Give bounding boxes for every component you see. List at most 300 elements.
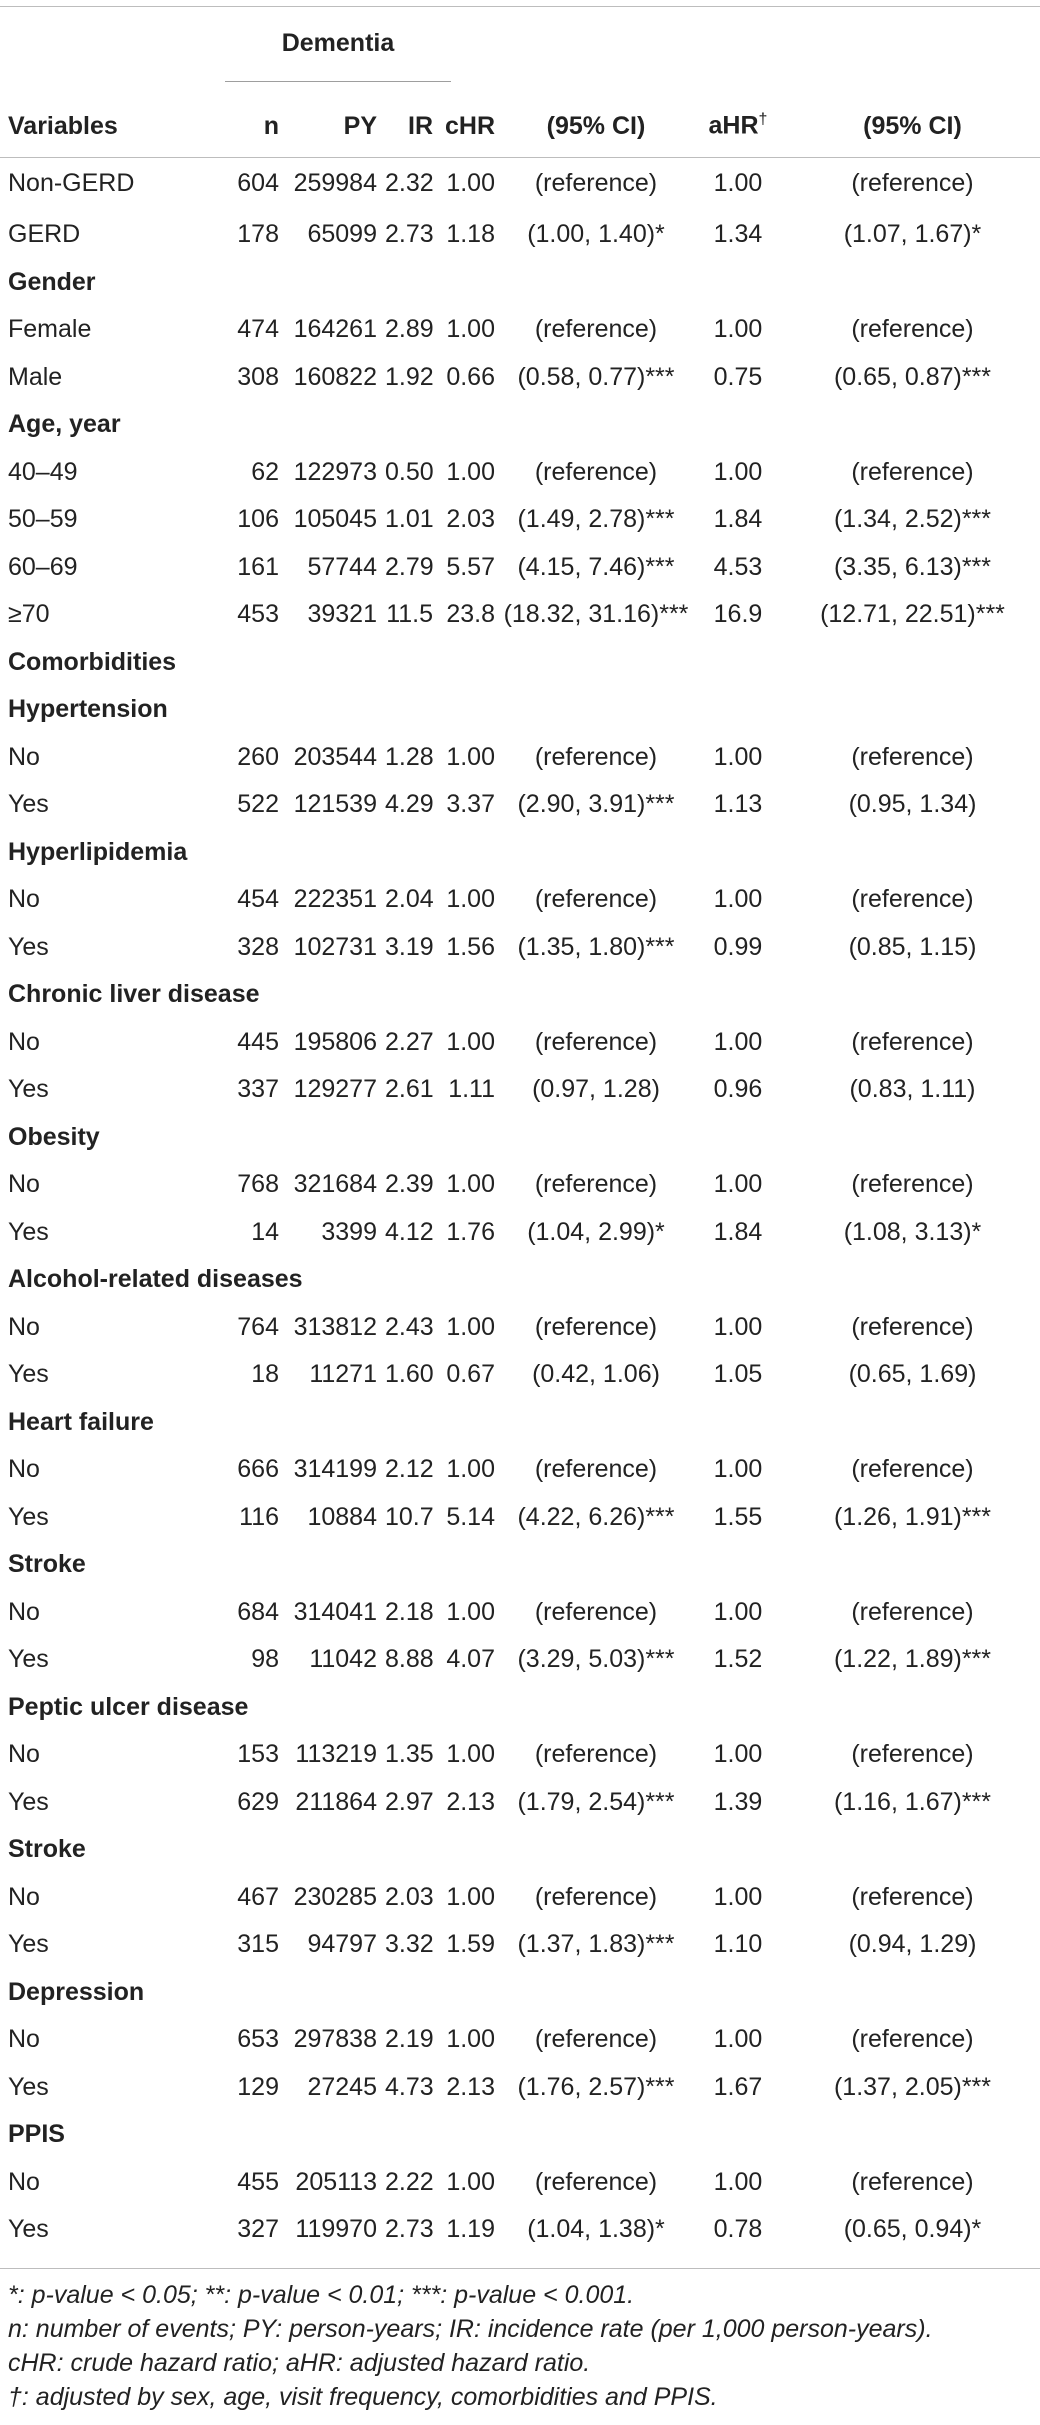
cell-ahr: 0.99 <box>713 932 763 961</box>
cell-ahr: 1.00 <box>713 742 763 771</box>
cell-ir: 4.12 <box>385 1217 434 1246</box>
cell-ci-crude: (reference) <box>534 1312 658 1341</box>
cell-ir: 2.61 <box>385 1075 434 1104</box>
cell-ci-adjusted: (1.22, 1.89)*** <box>833 1645 992 1674</box>
cell-variable: Yes <box>8 790 49 819</box>
cell-ir: 2.12 <box>385 1455 434 1484</box>
cell-ahr: 1.84 <box>713 1217 763 1246</box>
group-rule <box>225 81 451 82</box>
cell-chr: 1.76 <box>446 1217 495 1246</box>
cell-chr: 4.07 <box>446 1645 495 1674</box>
cell-py: 27245 <box>307 2072 377 2101</box>
cell-ahr: 1.00 <box>713 1455 763 1484</box>
table-row <box>0 1779 1040 1827</box>
cell-ci-adjusted: (reference) <box>851 1740 974 1769</box>
cell-n: 327 <box>237 2215 279 2244</box>
cell-ci-adjusted: (reference) <box>851 1455 974 1484</box>
section-row <box>0 1256 1040 1304</box>
cell-py: 39321 <box>307 600 377 629</box>
cell-ir: 8.88 <box>385 1645 434 1674</box>
cell-ahr: 1.84 <box>713 505 763 534</box>
cell-chr: 1.56 <box>446 932 495 961</box>
cell-chr: 1.00 <box>446 169 495 197</box>
section-row <box>0 1969 1040 2017</box>
cell-ci-crude: (1.00, 1.40)* <box>527 220 665 249</box>
cell-ci-crude: (3.29, 5.03)*** <box>517 1645 675 1674</box>
cell-ir: 2.03 <box>385 1882 434 1911</box>
cell-ir: 1.35 <box>385 1740 434 1769</box>
cell-n: 629 <box>237 1787 279 1816</box>
table-row <box>0 1209 1040 1257</box>
cell-ci-adjusted: (1.26, 1.91)*** <box>833 1502 992 1531</box>
cell-variable: No <box>8 2167 40 2196</box>
table-row <box>0 2064 1040 2112</box>
cell-py: 222351 <box>293 885 377 914</box>
header-n: n <box>263 111 279 140</box>
cell-ci-crude: (1.04, 2.99)* <box>527 1217 665 1246</box>
cell-variable: No <box>8 1740 40 1769</box>
cell-ahr: 1.00 <box>713 1597 763 1626</box>
cell-n: 106 <box>237 505 279 534</box>
cell-py: 113219 <box>295 1740 377 1769</box>
table-row <box>0 781 1040 829</box>
table-row <box>0 1351 1040 1399</box>
cell-ci-crude: (18.32, 31.16)*** <box>503 600 689 629</box>
table-row <box>0 306 1040 354</box>
table-row <box>0 1446 1040 1494</box>
cell-n: 467 <box>237 1882 279 1911</box>
cell-ir: 4.73 <box>385 2072 434 2101</box>
cell-py: 313812 <box>293 1312 377 1341</box>
cell-py: 10884 <box>307 1502 377 1531</box>
cell-ci-crude: (0.42, 1.06) <box>532 1360 660 1389</box>
cell-ci-crude: (1.49, 2.78)*** <box>517 505 675 534</box>
cell-ci-crude: (reference) <box>534 2025 658 2054</box>
cell-n: 653 <box>237 2025 279 2054</box>
cell-ci-adjusted: (1.08, 3.13)* <box>843 1217 982 1246</box>
cell-ci-crude: (reference) <box>534 1027 658 1056</box>
cell-ir: 11.5 <box>386 600 433 629</box>
cell-variable: No <box>8 1312 40 1341</box>
cell-n: 522 <box>237 790 279 819</box>
cell-ci-adjusted: (reference) <box>851 1882 974 1911</box>
cell-n: 153 <box>237 1740 279 1769</box>
cell-n: 129 <box>237 2072 279 2101</box>
footnotes <box>8 2278 1033 2414</box>
cell-ahr: 1.00 <box>713 1027 763 1056</box>
cell-ci-adjusted: (1.34, 2.52)*** <box>833 505 992 534</box>
cell-ahr: 1.10 <box>713 1930 763 1959</box>
cell-ahr: 4.53 <box>713 552 763 581</box>
cell-ci-crude: (1.37, 1.83)*** <box>517 1930 675 1959</box>
cell-ci-adjusted: (0.65, 0.87)*** <box>833 362 992 391</box>
cell-ir: 2.39 <box>385 1170 434 1199</box>
cell-ahr: 1.00 <box>713 169 763 197</box>
cell-py: 3399 <box>321 1217 377 1246</box>
cell-chr: 3.37 <box>446 790 495 819</box>
cell-ahr: 1.55 <box>713 1502 763 1531</box>
cell-variable: No <box>8 1027 40 1056</box>
table-row <box>0 211 1040 259</box>
table-row <box>0 2159 1040 2207</box>
cell-ci-crude: (1.04, 1.38)* <box>527 2215 665 2244</box>
cell-chr: 2.03 <box>446 505 495 534</box>
cell-ci-adjusted: (reference) <box>851 315 974 344</box>
cell-py: 121539 <box>293 790 377 819</box>
table-row <box>0 1921 1040 1969</box>
cell-variable: 50–59 <box>8 505 78 534</box>
table-row <box>0 156 1040 211</box>
cell-ci-crude: (2.90, 3.91)*** <box>517 790 675 819</box>
cell-variable: 40–49 <box>8 457 78 486</box>
cell-ahr: 1.00 <box>713 1170 763 1199</box>
cell-ci-crude: (1.79, 2.54)*** <box>517 1787 675 1816</box>
header-ci-adjusted: (95% CI) <box>863 111 962 140</box>
section-heading: Hypertension <box>8 695 168 724</box>
section-heading: Obesity <box>8 1122 100 1151</box>
cell-n: 260 <box>237 742 279 771</box>
cell-chr: 1.00 <box>446 885 495 914</box>
cell-ci-adjusted: (reference) <box>851 1312 974 1341</box>
section-row <box>0 1541 1040 1589</box>
cell-variable: Yes <box>8 1645 49 1674</box>
section-heading: Gender <box>8 267 96 296</box>
section-heading: Peptic ulcer disease <box>8 1692 249 1721</box>
cell-n: 14 <box>251 1217 279 1246</box>
cell-variable: No <box>8 1170 40 1199</box>
cell-ci-crude: (reference) <box>534 169 658 197</box>
cell-variable: Yes <box>8 932 49 961</box>
header-ahr <box>691 96 785 156</box>
cell-ir: 3.19 <box>385 932 434 961</box>
group-title-dementia: Dementia <box>281 29 395 57</box>
cell-py: 314199 <box>293 1455 377 1484</box>
header-chr: cHR <box>444 111 495 140</box>
cell-ahr: 0.78 <box>713 2215 763 2244</box>
cell-n: 768 <box>237 1170 279 1199</box>
cell-variable: Yes <box>8 1075 49 1104</box>
cell-chr: 1.00 <box>446 1740 495 1769</box>
cell-ir: 2.22 <box>385 2167 434 2196</box>
cell-chr: 1.19 <box>446 2215 495 2244</box>
cell-py: 94797 <box>307 1930 377 1959</box>
cell-ci-adjusted: (0.65, 0.94)* <box>843 2215 982 2244</box>
cell-ahr: 0.75 <box>713 362 763 391</box>
cell-chr: 1.00 <box>446 2025 495 2054</box>
cell-ci-crude: (reference) <box>534 1455 658 1484</box>
section-row <box>0 2111 1040 2159</box>
cell-ci-crude: (reference) <box>534 742 658 771</box>
cell-variable: No <box>8 885 40 914</box>
footer-rule <box>0 2268 1040 2269</box>
cell-n: 764 <box>237 1312 279 1341</box>
header-row <box>0 96 1040 156</box>
cell-n: 666 <box>237 1455 279 1484</box>
section-row <box>0 971 1040 1019</box>
cell-n: 18 <box>251 1360 279 1389</box>
table-row <box>0 449 1040 497</box>
table-row <box>0 1304 1040 1352</box>
cell-ci-adjusted: (1.07, 1.67)* <box>843 220 982 249</box>
cell-ir: 10.7 <box>385 1502 434 1531</box>
section-heading: Heart failure <box>8 1407 154 1436</box>
table-row <box>0 2206 1040 2254</box>
section-row <box>0 639 1040 687</box>
cell-variable: Yes <box>8 1502 49 1531</box>
cell-n: 454 <box>237 885 279 914</box>
cell-ci-adjusted: (0.85, 1.15) <box>848 932 977 961</box>
cell-ci-crude: (reference) <box>534 315 658 344</box>
top-rule <box>0 6 1040 7</box>
cell-py: 11271 <box>309 1360 377 1389</box>
cell-ir: 2.73 <box>385 2215 434 2244</box>
cell-variable: Yes <box>8 1930 49 1959</box>
cell-variable: No <box>8 1882 40 1911</box>
cell-n: 308 <box>237 362 279 391</box>
cell-n: 455 <box>237 2167 279 2196</box>
cell-ir: 3.32 <box>385 1930 434 1959</box>
cell-ci-crude: (1.76, 2.57)*** <box>517 2072 675 2101</box>
cell-n: 315 <box>237 1930 279 1959</box>
cell-py: 195806 <box>293 1027 377 1056</box>
cell-py: 11042 <box>309 1645 377 1674</box>
cell-ahr: 1.00 <box>713 1882 763 1911</box>
cell-py: 297838 <box>293 2025 377 2054</box>
cell-chr: 0.67 <box>446 1360 495 1389</box>
cell-py: 65099 <box>307 220 377 249</box>
section-heading: Hyperlipidemia <box>8 837 188 866</box>
cell-ci-adjusted: (12.71, 22.51)*** <box>820 600 1005 629</box>
cell-n: 684 <box>237 1597 279 1626</box>
cell-ir: 2.97 <box>385 1787 434 1816</box>
cell-ahr: 1.00 <box>713 885 763 914</box>
cell-n: 445 <box>237 1027 279 1056</box>
cell-ci-adjusted: (reference) <box>851 742 974 771</box>
cell-ir: 2.04 <box>385 885 434 914</box>
table-row <box>0 591 1040 639</box>
section-row <box>0 1399 1040 1447</box>
section-row <box>0 686 1040 734</box>
cell-chr: 1.18 <box>446 220 495 249</box>
cell-ci-crude: (reference) <box>534 1882 658 1911</box>
cell-py: 57744 <box>307 552 377 581</box>
cell-ci-adjusted: (reference) <box>851 1597 974 1626</box>
cell-chr: 1.00 <box>446 1312 495 1341</box>
section-heading: Comorbidities <box>8 647 177 676</box>
table-row <box>0 1066 1040 1114</box>
footnote-significance: *: p-value < 0.05; **: p-value < 0.01; ***: p-value < 0.001. <box>8 2281 635 2309</box>
cell-py: 211864 <box>295 1787 377 1816</box>
header-ahr-label: aHR <box>708 111 759 140</box>
cell-ir: 2.18 <box>385 1597 434 1626</box>
cell-ahr: 1.67 <box>713 2072 763 2101</box>
cell-n: 328 <box>237 932 279 961</box>
cell-variable: No <box>8 2025 40 2054</box>
cell-ir: 2.89 <box>385 315 434 344</box>
section-row <box>0 829 1040 877</box>
header-py: PY <box>343 111 377 140</box>
table-row <box>0 876 1040 924</box>
cell-ahr: 1.13 <box>713 790 763 819</box>
cell-chr: 1.00 <box>446 1882 495 1911</box>
cell-ahr: 1.00 <box>713 1740 763 1769</box>
cell-ci-crude: (4.22, 6.26)*** <box>517 1502 675 1531</box>
cell-ahr: 1.34 <box>713 220 763 249</box>
cell-variable: GERD <box>8 220 81 249</box>
cell-variable: No <box>8 1597 40 1626</box>
table-row <box>0 1494 1040 1542</box>
table-row <box>0 1874 1040 1922</box>
cell-chr: 5.57 <box>446 552 495 581</box>
cell-ci-adjusted: (reference) <box>851 169 974 197</box>
cell-py: 203544 <box>293 742 377 771</box>
table-row <box>0 1636 1040 1684</box>
cell-ci-adjusted: (1.37, 2.05)*** <box>833 2072 992 2101</box>
cell-py: 259984 <box>293 169 377 197</box>
cell-variable: Yes <box>8 1217 49 1246</box>
header-ci-crude: (95% CI) <box>546 111 646 140</box>
cell-ir: 2.32 <box>385 169 434 197</box>
cell-py: 105045 <box>293 505 377 534</box>
cell-ci-crude: (1.35, 1.80)*** <box>517 932 675 961</box>
cell-n: 474 <box>237 315 279 344</box>
cell-py: 122973 <box>293 457 377 486</box>
cell-variable: Yes <box>8 2072 49 2101</box>
cell-variable: No <box>8 1455 40 1484</box>
cell-chr: 1.11 <box>448 1075 495 1104</box>
cell-py: 321684 <box>293 1170 377 1199</box>
section-row <box>0 1684 1040 1732</box>
cell-chr: 5.14 <box>446 1502 495 1531</box>
results-table <box>0 96 1040 2254</box>
footnote-adjustment: †: adjusted by sex, age, visit frequency, comorbidities and PPIS. <box>8 2383 718 2411</box>
cell-variable: Yes <box>8 2215 49 2244</box>
cell-ci-adjusted: (1.16, 1.67)*** <box>833 1787 992 1816</box>
section-heading: Alcohol-related diseases <box>8 1265 303 1294</box>
cell-ir: 4.29 <box>385 790 434 819</box>
cell-variable: Yes <box>8 1360 49 1389</box>
cell-py: 102731 <box>293 932 377 961</box>
cell-ci-adjusted: (3.35, 6.13)*** <box>833 552 992 581</box>
cell-ahr: 1.00 <box>713 457 763 486</box>
table-row <box>0 1731 1040 1779</box>
header-ir: IR <box>408 111 433 140</box>
header-variables: Variables <box>8 111 118 140</box>
section-row <box>0 401 1040 449</box>
cell-ahr: 1.00 <box>713 315 763 344</box>
cell-n: 161 <box>237 552 279 581</box>
cell-chr: 0.66 <box>446 362 495 391</box>
cell-ir: 1.92 <box>385 362 434 391</box>
cell-n: 453 <box>237 600 279 629</box>
table-row <box>0 924 1040 972</box>
cell-py: 314041 <box>293 1597 377 1626</box>
cell-ahr: 1.00 <box>713 2025 763 2054</box>
cell-ci-crude: (reference) <box>534 885 658 914</box>
cell-ahr: 0.96 <box>713 1075 763 1104</box>
cell-chr: 2.13 <box>446 2072 495 2101</box>
cell-ci-adjusted: (0.65, 1.69) <box>848 1360 977 1389</box>
cell-ir: 1.01 <box>385 505 434 534</box>
cell-ci-crude: (0.97, 1.28) <box>532 1075 660 1104</box>
header-rule <box>0 157 1040 158</box>
cell-ahr: 1.05 <box>713 1360 763 1389</box>
cell-chr: 2.13 <box>446 1787 495 1816</box>
cell-variable: No <box>8 742 40 771</box>
cell-ci-adjusted: (reference) <box>851 1170 974 1199</box>
table-row <box>0 1589 1040 1637</box>
footnote-abbrev-1: n: number of events; PY: person-years; IR: incidence rate (per 1,000 person-years). <box>8 2315 933 2343</box>
section-heading: Stroke <box>8 1835 86 1864</box>
cell-variable: ≥70 <box>8 600 50 629</box>
cell-variable: Male <box>8 362 63 391</box>
cell-ci-crude: (reference) <box>534 457 658 486</box>
table-row <box>0 544 1040 592</box>
header-ahr-dagger: † <box>758 111 768 129</box>
cell-ci-adjusted: (0.94, 1.29) <box>848 1930 977 1959</box>
table-body <box>0 156 1040 2254</box>
table-row <box>0 2016 1040 2064</box>
cell-ahr: 16.9 <box>713 600 763 629</box>
cell-chr: 1.00 <box>446 2167 495 2196</box>
section-heading: Depression <box>8 1977 145 2006</box>
cell-ci-crude: (reference) <box>534 1170 658 1199</box>
cell-n: 62 <box>251 457 279 486</box>
section-row <box>0 1114 1040 1162</box>
cell-ci-crude: (reference) <box>534 2167 658 2196</box>
cell-py: 129277 <box>293 1075 377 1104</box>
cell-ahr: 1.00 <box>713 2167 763 2196</box>
section-heading: Stroke <box>8 1550 86 1579</box>
cell-n: 178 <box>237 220 279 249</box>
cell-ci-adjusted: (0.83, 1.11) <box>849 1075 976 1104</box>
cell-n: 116 <box>239 1502 279 1531</box>
cell-chr: 23.8 <box>446 600 495 629</box>
cell-ci-adjusted: (reference) <box>851 885 974 914</box>
cell-ci-crude: (reference) <box>534 1597 658 1626</box>
cell-ir: 2.79 <box>385 552 434 581</box>
cell-py: 164261 <box>293 315 377 344</box>
cell-n: 337 <box>237 1075 279 1104</box>
cell-variable: 60–69 <box>8 552 78 581</box>
cell-ci-crude: (reference) <box>534 1740 658 1769</box>
table-row <box>0 496 1040 544</box>
cell-ci-adjusted: (reference) <box>851 2025 974 2054</box>
cell-ir: 2.43 <box>385 1312 434 1341</box>
cell-variable: Non-GERD <box>8 169 135 197</box>
cell-ahr: 1.39 <box>713 1787 763 1816</box>
cell-chr: 1.59 <box>446 1930 495 1959</box>
section-heading: PPIS <box>8 2120 65 2149</box>
cell-py: 230285 <box>293 1882 377 1911</box>
section-heading: Chronic liver disease <box>8 980 260 1009</box>
cell-ir: 2.27 <box>385 1027 434 1056</box>
table-row <box>0 1019 1040 1067</box>
cell-variable: Female <box>8 315 92 344</box>
cell-chr: 1.00 <box>446 1597 495 1626</box>
cell-chr: 1.00 <box>446 1455 495 1484</box>
cell-ci-adjusted: (reference) <box>851 457 974 486</box>
cell-ci-crude: (4.15, 7.46)*** <box>517 552 675 581</box>
cell-ahr: 1.00 <box>713 1312 763 1341</box>
cell-variable: Yes <box>8 1787 49 1816</box>
cell-ir: 2.73 <box>385 220 434 249</box>
cell-chr: 1.00 <box>446 1027 495 1056</box>
section-row <box>0 1826 1040 1874</box>
cell-chr: 1.00 <box>446 457 495 486</box>
cell-chr: 1.00 <box>446 1170 495 1199</box>
cell-ir: 0.50 <box>385 457 434 486</box>
